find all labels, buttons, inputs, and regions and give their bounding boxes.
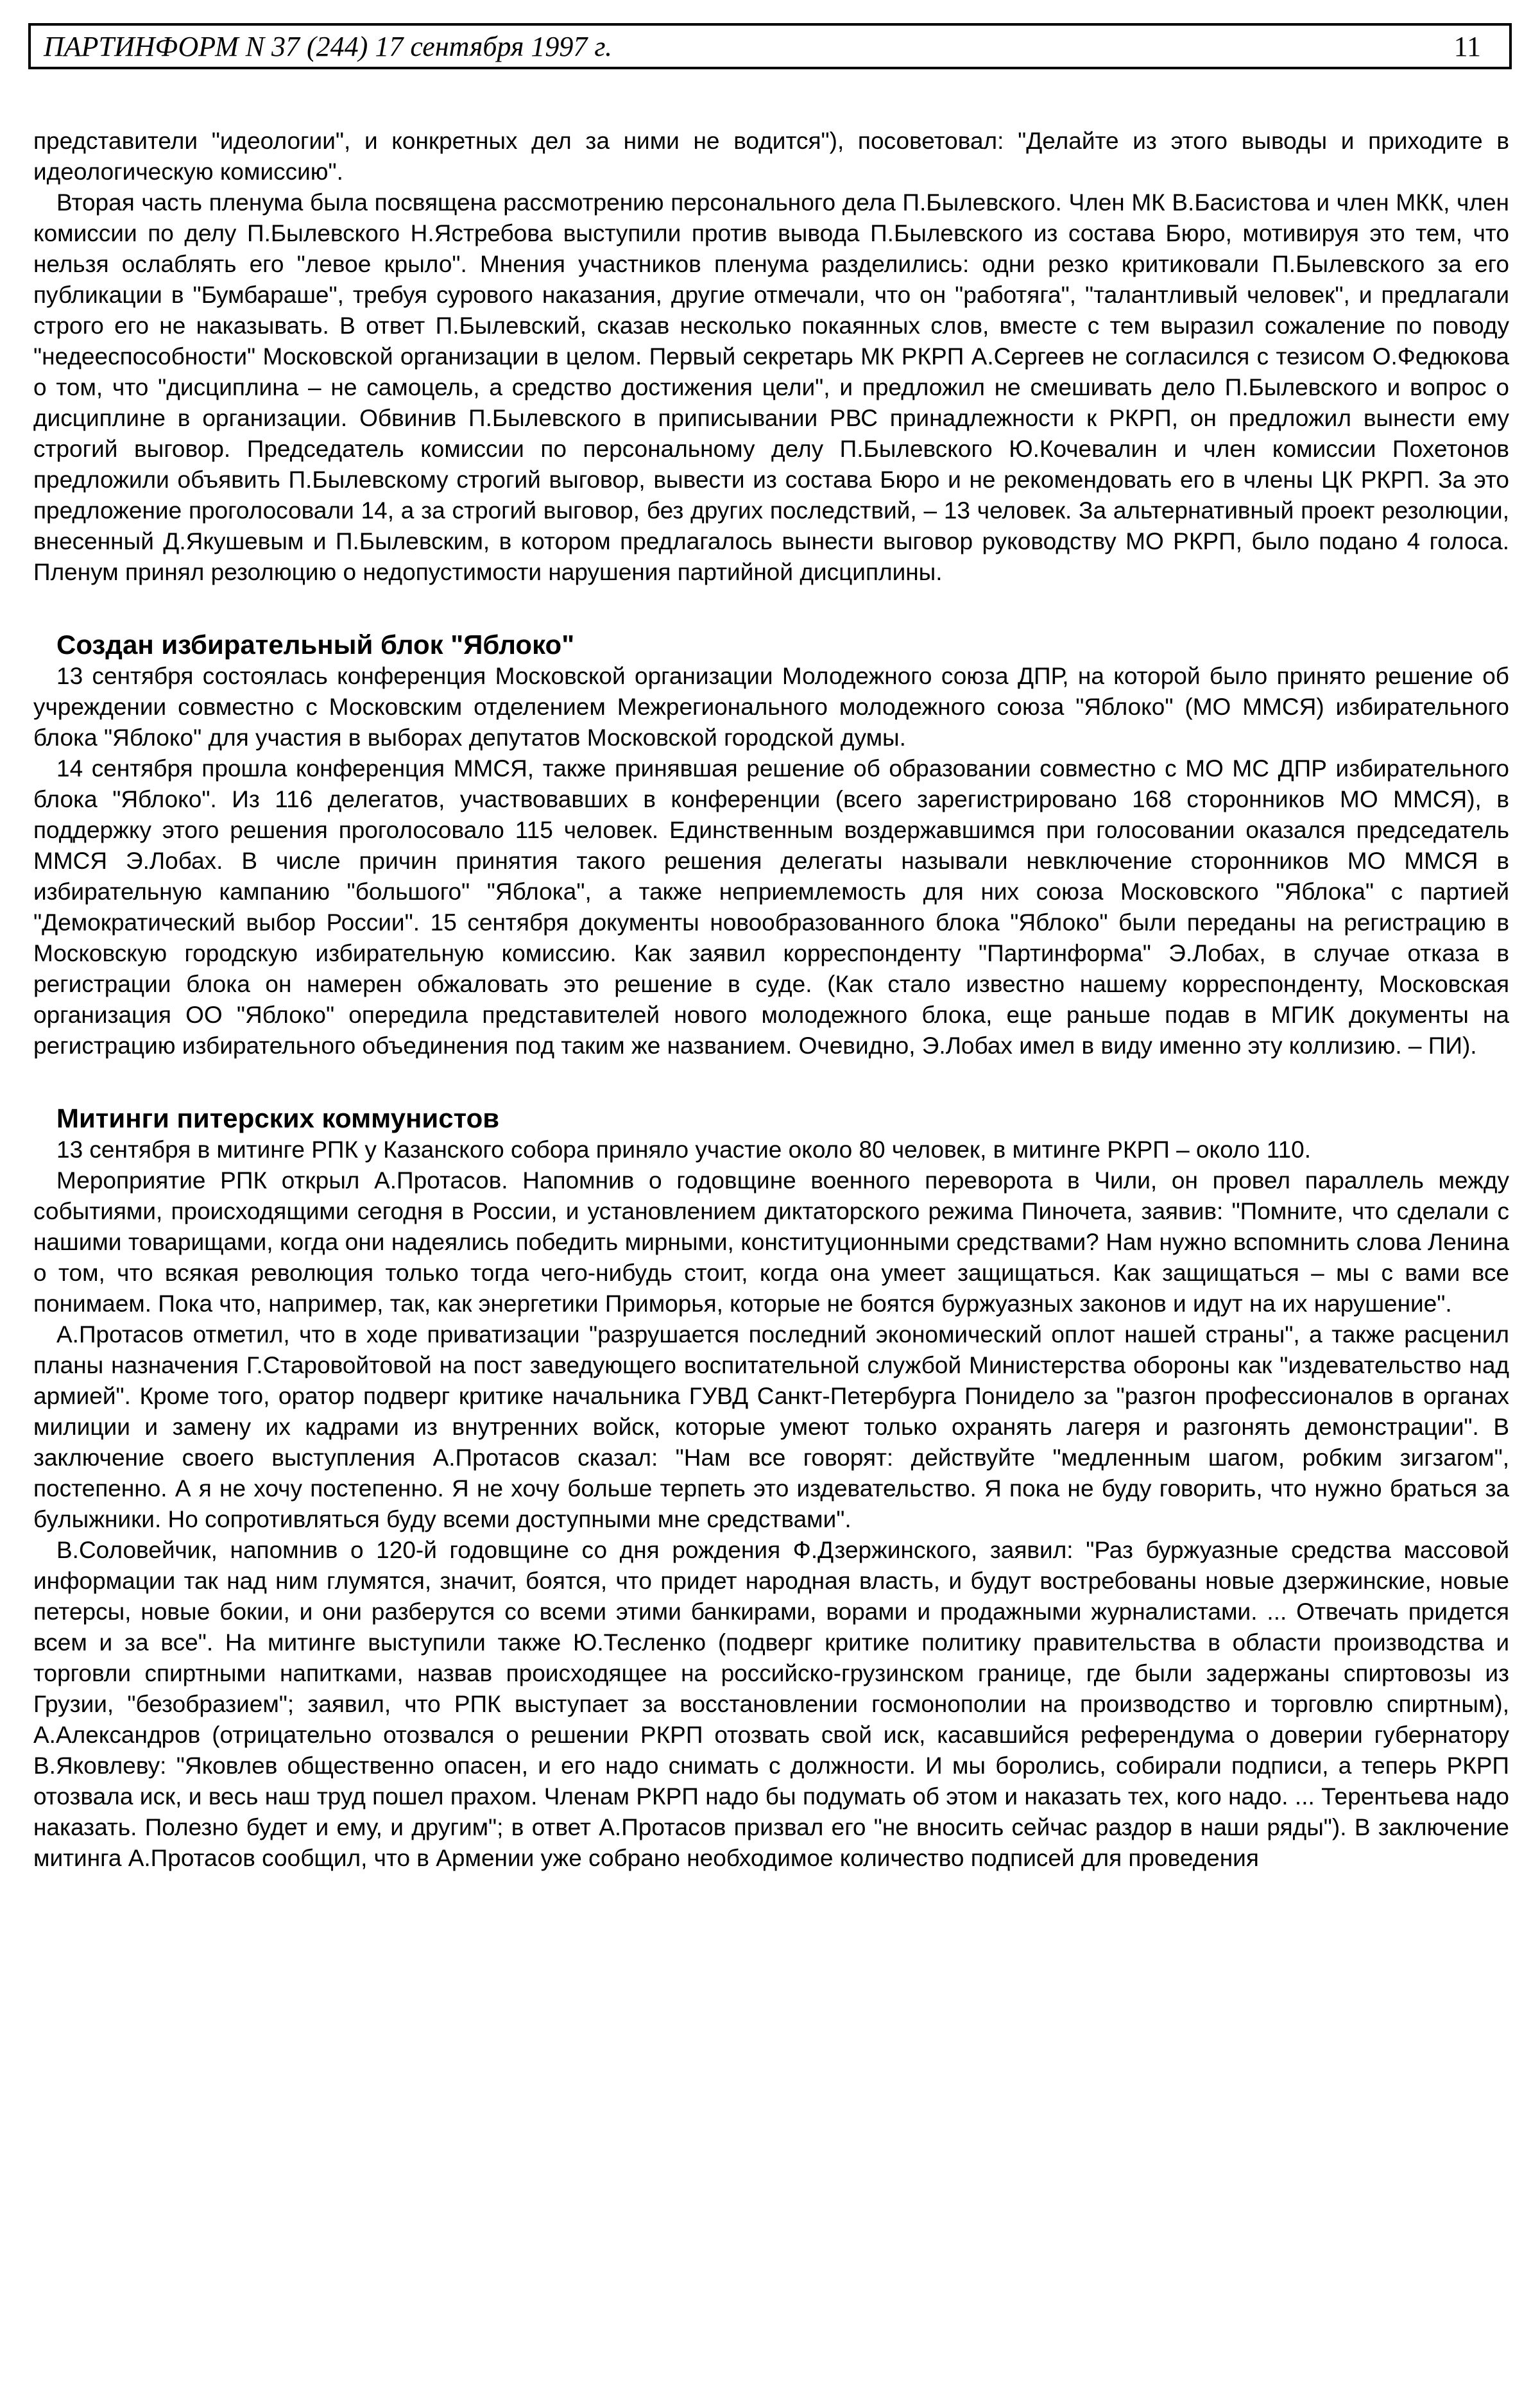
section-gap [33,588,1509,629]
paragraph: представители "идеологии", и конкретных дел за ними не водится"), посоветовал: "Делайте из этого выводы и приходите в идеологическую комиссию". [33,128,1509,185]
article-body [33,126,1509,1874]
section-heading: Митинги питерских коммунистов [56,1103,500,1133]
section-heading: Создан избирательный блок "Яблоко" [56,630,575,660]
publication-title: ПАРТИНФОРМ N 37 (244) 17 сентября 1997 г. [44,30,612,62]
paragraph: В.Соловейчик, напомнив о 120-й годовщине со дня рождения Ф.Дзержинского, заявил: "Раз буржуазные средства массовой информации так над ним глумятся, значит, боятся, что придет народная власть, и будут востребованы новые дзержинские, новые петерсы, новые бокии, и они разберутся со всеми этими банкирами, ворами и продажными журналистами. ... Отвечать придется всем и за все". На митинге выступили также Ю.Тесленко (подверг критике политику правительства в области производства и торговли спиртными напитками, назвав происходящее на российско-грузинском границе, где были задержаны спиртовозы из Грузии, "безобразием"; заявил, что РПК выступает за восстановлении госмонополии на производство и торговлю спиртным), А.Александров (отрицательно отозвался о решении РКРП отозвать свой иск, касавшийся референдума о доверии губернатору В.Яковлеву: "Яковлев общественно опасен, и его надо снимать с должности. И мы боролись, собирали подписи, а теперь РКРП отозвала иск, и весь наш труд пошел прахом. Членам РКРП надо бы подумать об этом и наказать тех, кого надо. ... Терентьева надо наказать. Полезно будет и ему, и другим"; в ответ А.Протасов призвал его "не вносить сейчас раздор в наши ряды"). В заключение митинга А.Протасов сообщил, что в Армении уже собрано необходимое количество подписей для проведения [33,1537,1509,1871]
paragraph: 13 сентября в митинге РПК у Казанского собора приняло участие около 80 человек, в митинге РКРП – около 110. [56,1136,1312,1163]
section-gap [33,1061,1509,1102]
paragraph: 14 сентября прошла конференция ММСЯ, также принявшая решение об образовании совместно с МО МС ДПР избирательного блока "Яблоко". Из 116 делегатов, участвовавших в конференции (всего зарегистрировано 168 сторонников МО ММСЯ), в поддержку этого решения проголосовало 115 человек. Единственным воздержавшимся при голосовании оказался председатель ММСЯ Э.Лобах. В числе причин принятия такого решения делегаты называли невключение сторонников МО ММСЯ в избирательную кампанию "большого" "Яблока", а также неприемлемость для них союза Московского "Яблока" с партией "Демократический выбор России". 15 сентября документы новообразованного блока "Яблоко" были переданы на регистрацию в Московскую городскую избирательную комиссию. Как заявил корреспонденту "Партинформа" Э.Лобах, в случае отказа в регистрации блока он намерен обжаловать это решение в суде. (Как стало известно нашему корреспонденту, Московская организация ОО "Яблоко" опередила представителей нового молодежного блока, еще раньше подав в МГИК документы на регистрацию избирательного объединения под таким же названием. Очевидно, Э.Лобах имел в виду именно эту коллизию. – ПИ). [33,755,1509,1059]
page-header [28,23,1512,69]
page-number: 11 [1453,30,1481,62]
paragraph: А.Протасов отметил, что в ходе приватизации "разрушается последний экономический оплот нашей страны", а также расценил планы назначения Г.Старовойтовой на пост заведующего воспитательной службой Министерства обороны как "издевательство над армией". Кроме того, оратор подверг критике начальника ГУВД Санкт-Петербурга Понидело за "разгон профессионалов в органах милиции и замену их кадрами из внутренних войск, которые умеют только охранять лагеря и разгонять демонстрации". В заключение своего выступления А.Протасов сказал: "Нам все говорят: действуйте "медленным шагом, робким зигзагом", постепенно. А я не хочу постепенно. Я не хочу больше терпеть это издевательство. Я пока не буду говорить, что нужно браться за булыжники. Но сопротивляться буду всеми доступными мне средствами". [33,1321,1509,1532]
paragraph: Вторая часть пленума была посвящена рассмотрению персонального дела П.Былевского. Член МК В.Басистова и член МКК, член комиссии по делу П.Былевского Н.Ястребова выступили против вывода П.Былевского из состава Бюро, мотивируя это тем, что нельзя ослаблять его "левое крыло". Мнения участников пленума разделились: одни резко критиковали П.Былевского за его публикации в "Бумбараше", требуя сурового наказания, другие отмечали, что он "работяга", "талантливый человек", и предлагали строго его не наказывать. В ответ П.Былевский, сказав несколько покаянных слов, вместе с тем выразил сожаление по поводу "недееспособности" Московской организации в целом. Первый секретарь МК РКРП А.Сергеев не согласился с тезисом О.Федюкова о том, что "дисциплина – не самоцель, а средство достижения цели", и предложил не смешивать дело П.Былевского и вопрос о дисциплине в организации. Обвинив П.Былевского в приписывании РВС принадлежности к РКРП, он предложил вынести ему строгий выговор. Председатель комиссии по персональному делу П.Былевского Ю.Кочевалин и член комиссии Похетонов предложили объявить П.Былевскому строгий выговор, вывести из состава Бюро и не рекомендовать его в члены ЦК РКРП. За это предложение проголосовали 14, а за строгий выговор, без других последствий, – 13 человек. За альтернативный проект резолюции, внесенный Д.Якушевым и П.Былевским, в котором предлагалось вынести выговор руководству МО РКРП, было подано 4 голоса. Пленум принял резолюцию о недопустимости нарушения партийной дисциплины. [33,189,1509,585]
paragraph: 13 сентября состоялась конференция Московской организации Молодежного союза ДПР, на которой было принято решение об учреждении совместно с Московским отделением Межрегионального молодежного союза "Яблоко" (МО ММСЯ) избирательного блока "Яблоко" для участия в выборах депутатов Московской городской думы. [33,663,1509,751]
paragraph: Мероприятие РПК открыл А.Протасов. Напомнив о годовщине военного переворота в Чили, он провел параллель между событиями, происходящими сегодня в России, и установлением диктаторского режима Пиночета, заявив: "Помните, что сделали с нашими товарищами, когда они надеялись победить мирными, конституционными средствами? Нам нужно вспомнить слова Ленина о том, что всякая революция только тогда чего-нибудь стоит, когда она умеет защищаться. Как защищаться – мы с вами все понимаем. Пока что, например, так, как энергетики Приморья, которые не боятся буржуазных законов и идут на их нарушение". [33,1167,1509,1317]
